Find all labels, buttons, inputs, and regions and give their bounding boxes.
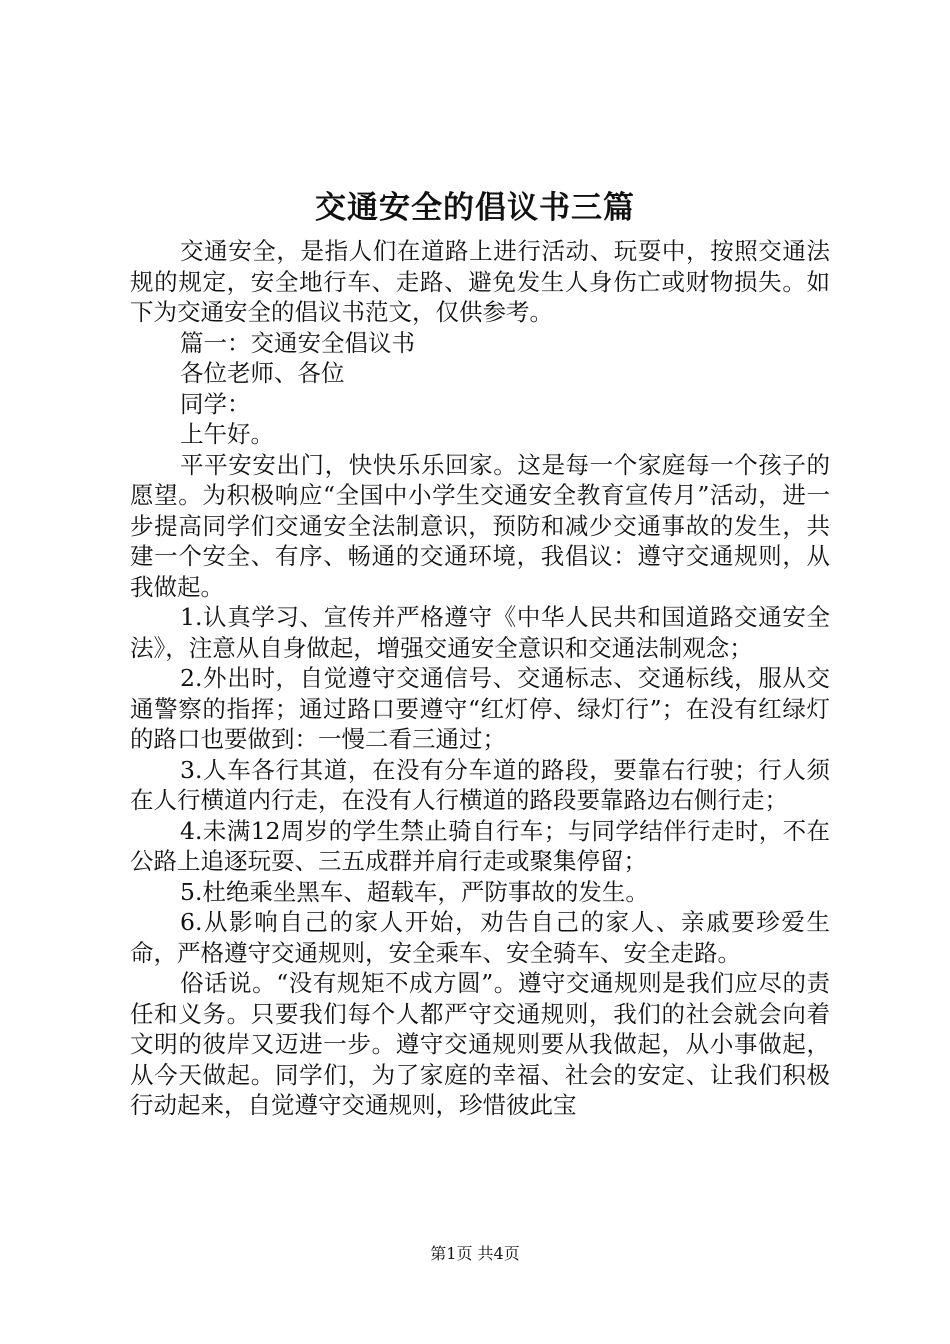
document-body <box>130 236 830 1121</box>
paragraph-salutation-cont: 同学： <box>180 389 251 418</box>
list-item-5: 5.杜绝乘坐黑车、超载车，严防事故的发生。 <box>180 877 649 906</box>
paragraph-proposal: 平平安安出门，快快乐乐回家。这是每一个家庭每一个孩子的愿望。为积极响应“全国中小学生交通安全教育宣传月”活动，进一步提高同学们交通安全法制意识，预防和减少交通事故的发生，共建一个安全、有序、畅通的交通环境，我倡议：遵守交通规则，从我做起。 <box>130 450 830 601</box>
paragraph-greeting: 上午好。 <box>180 420 274 448</box>
page-number-footer: 第1页 共4页 <box>430 1244 520 1263</box>
paragraph-salutation: 各位老师、各位 <box>180 359 345 387</box>
list-item-6: 6.从影响自己的家人开始，劝告自己的家人、亲戚要珍爱生命，严格遵守交通规则，安全乘车、安全骑车、安全走路。 <box>130 908 830 967</box>
paragraph-intro: 交通安全，是指人们在道路上进行活动、玩耍中，按照交通法规的规定，安全地行车、走路、避免发生人身伤亡或财物损失。如下为交通安全的倡议书范文，仅供参考。 <box>130 237 830 326</box>
document-title: 交通安全的倡议书三篇 <box>315 190 635 226</box>
list-item-4: 4.未满12周岁的学生禁止骑自行车；与同学结伴行走时，不在公路上追逐玩耍、三五成群并肩行走或聚集停留； <box>130 816 830 875</box>
paragraph-conclusion: 俗话说。“没有规矩不成方圆”。遵守交通规则是我们应尽的责任和义务。只要我们每个人都严守交通规则，我们的社会就会向着文明的彼岸又迈进一步。遵守交通规则要从我做起，从小事做起，从今天做起。同学们，为了家庭的幸福、社会的安定、让我们积极行动起来，自觉遵守交通规则，珍惜彼此宝 <box>130 969 830 1119</box>
paragraph-section-heading: 篇一：交通安全倡议书 <box>180 328 415 357</box>
list-item-3: 3.人车各行其道，在没有分车道的路段，要靠右行驶；行人须在人行横道内行走，在没有人行横道的路段要靠路边右侧行走； <box>130 755 830 814</box>
list-item-2: 2.外出时，自觉遵守交通信号、交通标志、交通标线，服从交通警察的指挥；通过路口要遵守“红灯停、绿灯行”；在没有红绿灯的路口也要做到：一慢二看三通过； <box>130 664 830 753</box>
list-item-1: 1.认真学习、宣传并严格遵守《中华人民共和国道路交通安全法》，注意从自身做起，增强交通安全意识和交通法制观念； <box>130 603 830 662</box>
